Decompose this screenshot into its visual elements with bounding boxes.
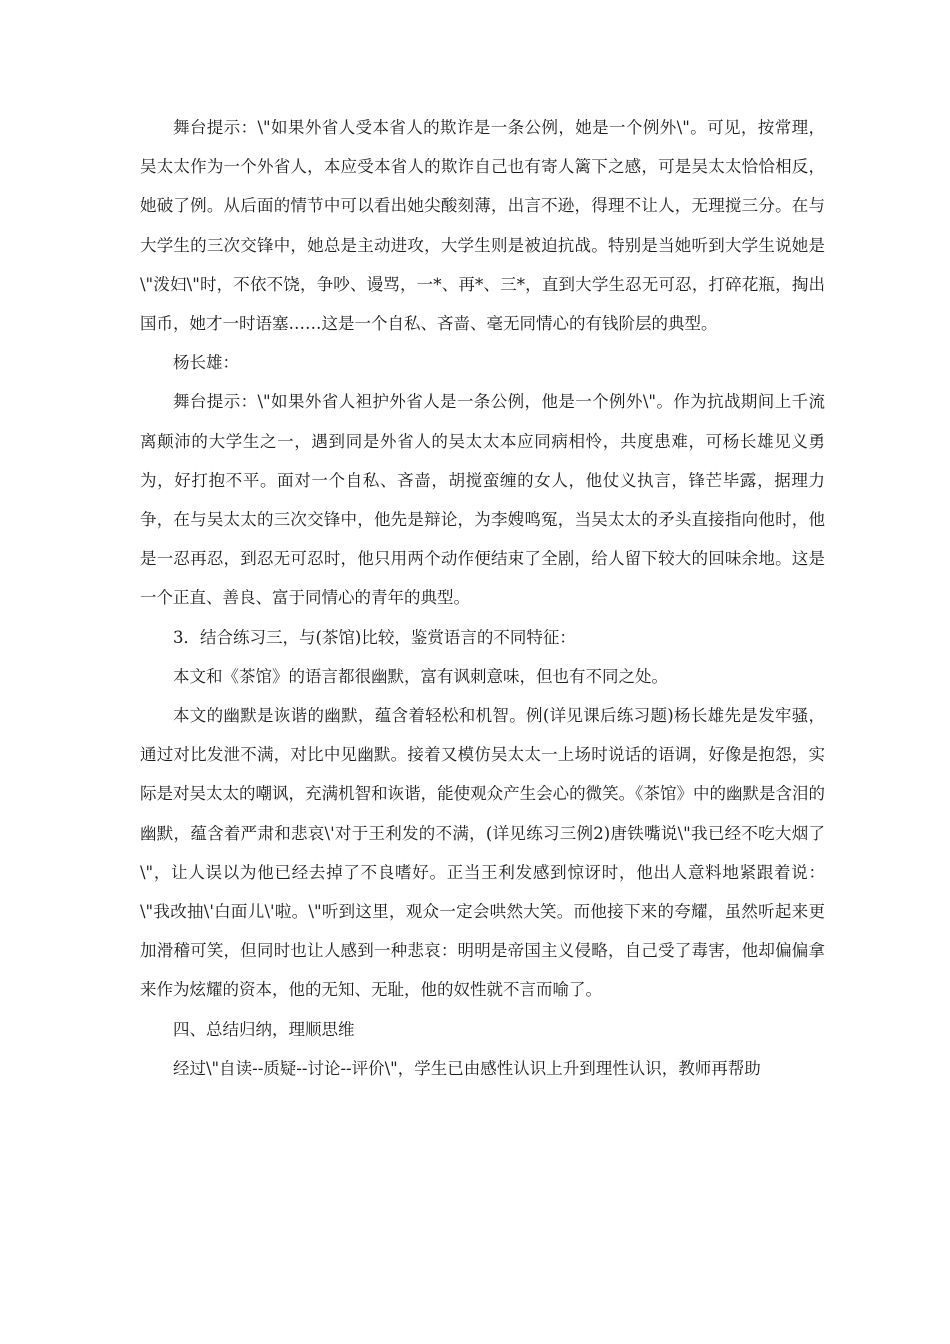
paragraph-wu-taitai-analysis: 舞台提示：\"如果外省人受本省人的欺诈是一条公例，她是一个例外\"。可见，按常理，吴太太作为一个外省人，本应受本省人的欺诈自己也有寄人篱下之感，可是吴太太恰恰相反，她破了例。从后面的情节中可以看出她尖酸刻薄，出言不逊，得理不让人，无理搅三分。在与大学生的三次交锋中，她总是主动进攻，大学生则是被迫抗战。特别是当她听到大学生说她是\"泼妇\"时，不依不饶，争吵、谩骂，一*、再*、三*，直到大学生忍无可忍，打碎花瓶，掏出国币，她才一时语塞……这是一个自私、吝啬、毫无同情心的有钱阶层的典型。 (140, 118, 825, 334)
paragraph-yang-changxiong-analysis: 舞台提示：\"如果外省人袒护外省人是一条公例，他是一个例外\"。作为抗战期间上千流离颠沛的大学生之一，遇到同是外省人的吴太太本应同病相怜，共度患难，可杨长雄见义勇为，好打抱不平。面对一个自私、吝啬，胡搅蛮缠的女人，他仗义执言，锋芒毕露，据理力争，在与吴太太的三次交锋中，他先是辩论，为李嫂鸣冤，当吴太太的矛头直接指向他时，他是一忍再忍，到忍无可忍时，他只用两个动作便结束了全剧，给人留下较大的回味余地。这是一个正直、善良、富于同情心的青年的典型。 (140, 392, 825, 608)
section-heading-summary: 四、总结归纳，理顺思维 (173, 1019, 355, 1039)
paragraph-humor-comparison-detail: 本文的幽默是诙谐的幽默，蕴含着轻松和机智。例(详见课后练习题)杨长雄先是发牢骚，通过对比发泄不满，对比中见幽默。接着又模仿吴太太一上场时说话的语调，好像是抱怨，实际是对吴太太的嘲讽，充满机智和诙谐，能使观众产生会心的微笑。《茶馆》中的幽默是含泪的幽默，蕴含着严肃和悲哀\'对于王利发的不满，(详见练习三例2)唐铁嘴说\"我已经不吃大烟了\"，让人误以为他已经去掉了不良嗜好。正当王利发感到惊讶时，他出人意料地紧跟着说：\"我改抽\'白面儿\'啦。\"听到这里，观众一定会哄然大笑。而他接下来的夸耀，虽然听起来更加滑稽可笑，但同时也让人感到一种悲哀：明明是帝国主义侵略，自己受了毒害，他却偏偏拿来作为炫耀的资本，他的无知、无耻，他的奴性就不言而喻了。 (140, 706, 825, 1000)
paragraph-yang-changxiong-heading: 杨长雄： (173, 353, 239, 373)
paragraph-summary: 经过\"自读--质疑--讨论--评价\"，学生已由感性认识上升到理性认识，教师再帮助 (173, 1058, 761, 1078)
document-body (140, 108, 825, 1088)
paragraph-humor-comparison-intro: 本文和《茶馆》的语言都很幽默，富有讽刺意味，但也有不同之处。 (173, 666, 668, 686)
paragraph-exercise-three: 3．结合练习三，与(茶馆)比较，鉴赏语言的不同特征： (173, 627, 576, 647)
